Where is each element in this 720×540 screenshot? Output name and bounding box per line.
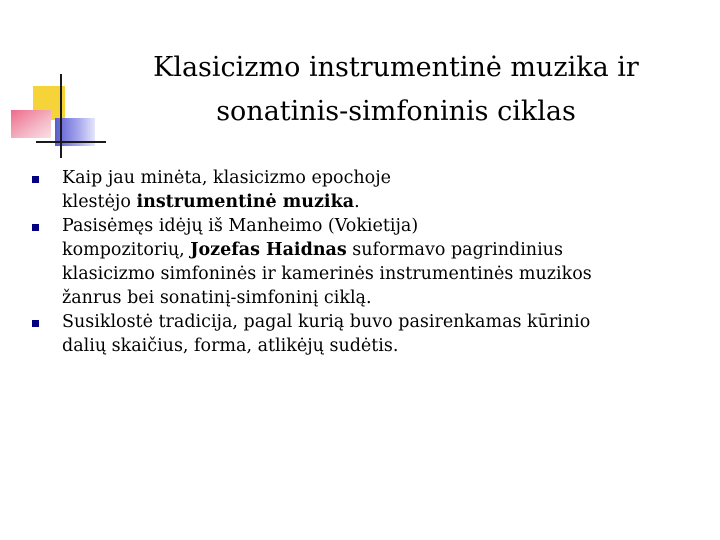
bullet-item-2 <box>28 214 708 310</box>
slide-title <box>92 46 700 134</box>
bullet-3-line-1: Susiklostė tradicija, pagal kurią buvo pasirenkamas kūrinio <box>62 312 591 332</box>
slide-title-line-2: sonatinis-simfoninis ciklas <box>216 96 576 127</box>
square-bullet-icon <box>32 176 39 183</box>
bullet-2-line-4: žanrus bei sonatinį-simfoninį ciklą. <box>62 288 372 308</box>
bullet-list <box>28 166 708 358</box>
bullet-2-line-3: klasicizmo simfoninės ir kamerinės instrumentinės muzikos <box>62 264 592 284</box>
bullet-1-line-2-pre: klestėjo <box>62 192 137 212</box>
bullet-2-line-2-post: suformavo pagrindinius <box>346 240 563 260</box>
red-square-shape <box>11 110 51 138</box>
bullet-2-line-2-pre: kompozitorių, <box>62 240 191 260</box>
bullet-1-bold-term: instrumentinė muzika <box>136 192 355 212</box>
bullet-1-line-1: Kaip jau minėta, klasicizmo epochoje <box>62 168 391 188</box>
bullet-3-line-2: dalių skaičius, forma, atlikėjų sudėtis. <box>62 336 399 356</box>
horizontal-line-shape <box>36 141 106 143</box>
vertical-line-shape <box>60 74 62 158</box>
bullet-2-bold-name: Jozefas Haidnas <box>190 240 347 260</box>
bullet-2-line-1: Pasisėmęs idėjų iš Manheimo (Vokietija) <box>62 216 419 236</box>
bullet-item-3 <box>28 310 708 358</box>
bullet-1-line-2-post: . <box>354 192 360 212</box>
bullet-item-1 <box>28 166 708 214</box>
square-bullet-icon <box>32 224 39 231</box>
slide-title-line-1: Klasicizmo instrumentinė muzika ir <box>153 52 639 83</box>
square-bullet-icon <box>32 320 39 327</box>
